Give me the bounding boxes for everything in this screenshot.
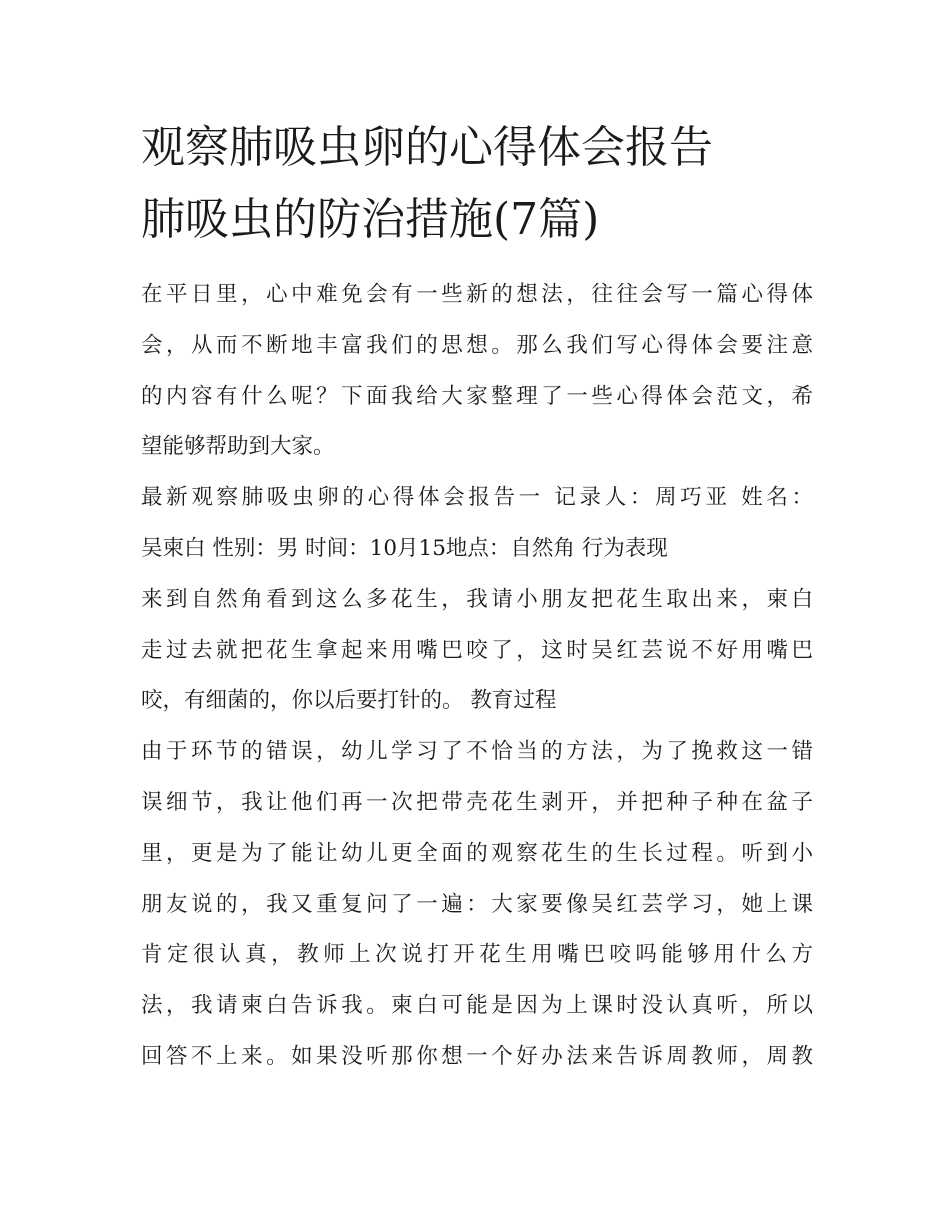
text-line: 咬，有细菌的，你以后要打针的。 教育过程: [141, 688, 557, 714]
text-line: 会，从而不断地丰富我们的思想。那么我们写心得体会要注意: [141, 332, 813, 358]
text-line: 里，更是为了能让幼儿更全面的观察花生的生长过程。听到小: [141, 840, 813, 866]
paragraph-education-process: [141, 727, 813, 1083]
paragraph-behavior: [141, 575, 813, 727]
text-line: 误细节，我让他们再一次把带壳花生剥开，并把种子种在盆子: [141, 789, 813, 815]
text-line: 朋友说的，我又重复问了一遍：大家要像吴红芸学习，她上课: [141, 891, 813, 917]
text-line: 肯定很认真，教师上次说打开花生用嘴巴咬吗能够用什么方: [141, 942, 813, 968]
title-line: 观察肺吸虫卵的心得体会报告: [141, 122, 713, 173]
text-line: 的内容有什么呢？下面我给大家整理了一些心得体会范文，希: [141, 383, 813, 409]
text-line: 望能够帮助到大家。: [141, 434, 335, 460]
text-line: 来到自然角看到这么多花生，我请小朋友把花生取出来，柬白: [141, 586, 813, 612]
text-line: 由于环节的错误，幼儿学习了不恰当的方法，为了挽救这一错: [141, 739, 813, 765]
text-line: 回答不上来。如果没听那你想一个好办法来告诉周教师，周教: [141, 1043, 813, 1069]
paragraph-intro: [141, 270, 813, 473]
title-line: 肺吸虫的防治措施(7篇): [141, 194, 600, 245]
text-line: 法，我请柬白告诉我。柬白可能是因为上课时没认真听，所以: [141, 993, 813, 1019]
paragraph-record-info: [141, 473, 813, 575]
document-content: [141, 112, 813, 1083]
document-title: [141, 112, 813, 256]
document-body: [141, 270, 813, 1083]
text-line: 在平日里，心中难免会有一些新的想法，往往会写一篇心得体: [141, 282, 813, 307]
text-line: 最新观察肺吸虫卵的心得体会报告一 记录人：周巧亚 姓名：: [141, 485, 813, 511]
text-line: 走过去就把花生拿起来用嘴巴咬了，这时吴红芸说不好用嘴巴: [141, 637, 813, 663]
text-line: 吴柬白 性别：男 时间：10月15地点：自然角 行为表现: [141, 535, 668, 561]
